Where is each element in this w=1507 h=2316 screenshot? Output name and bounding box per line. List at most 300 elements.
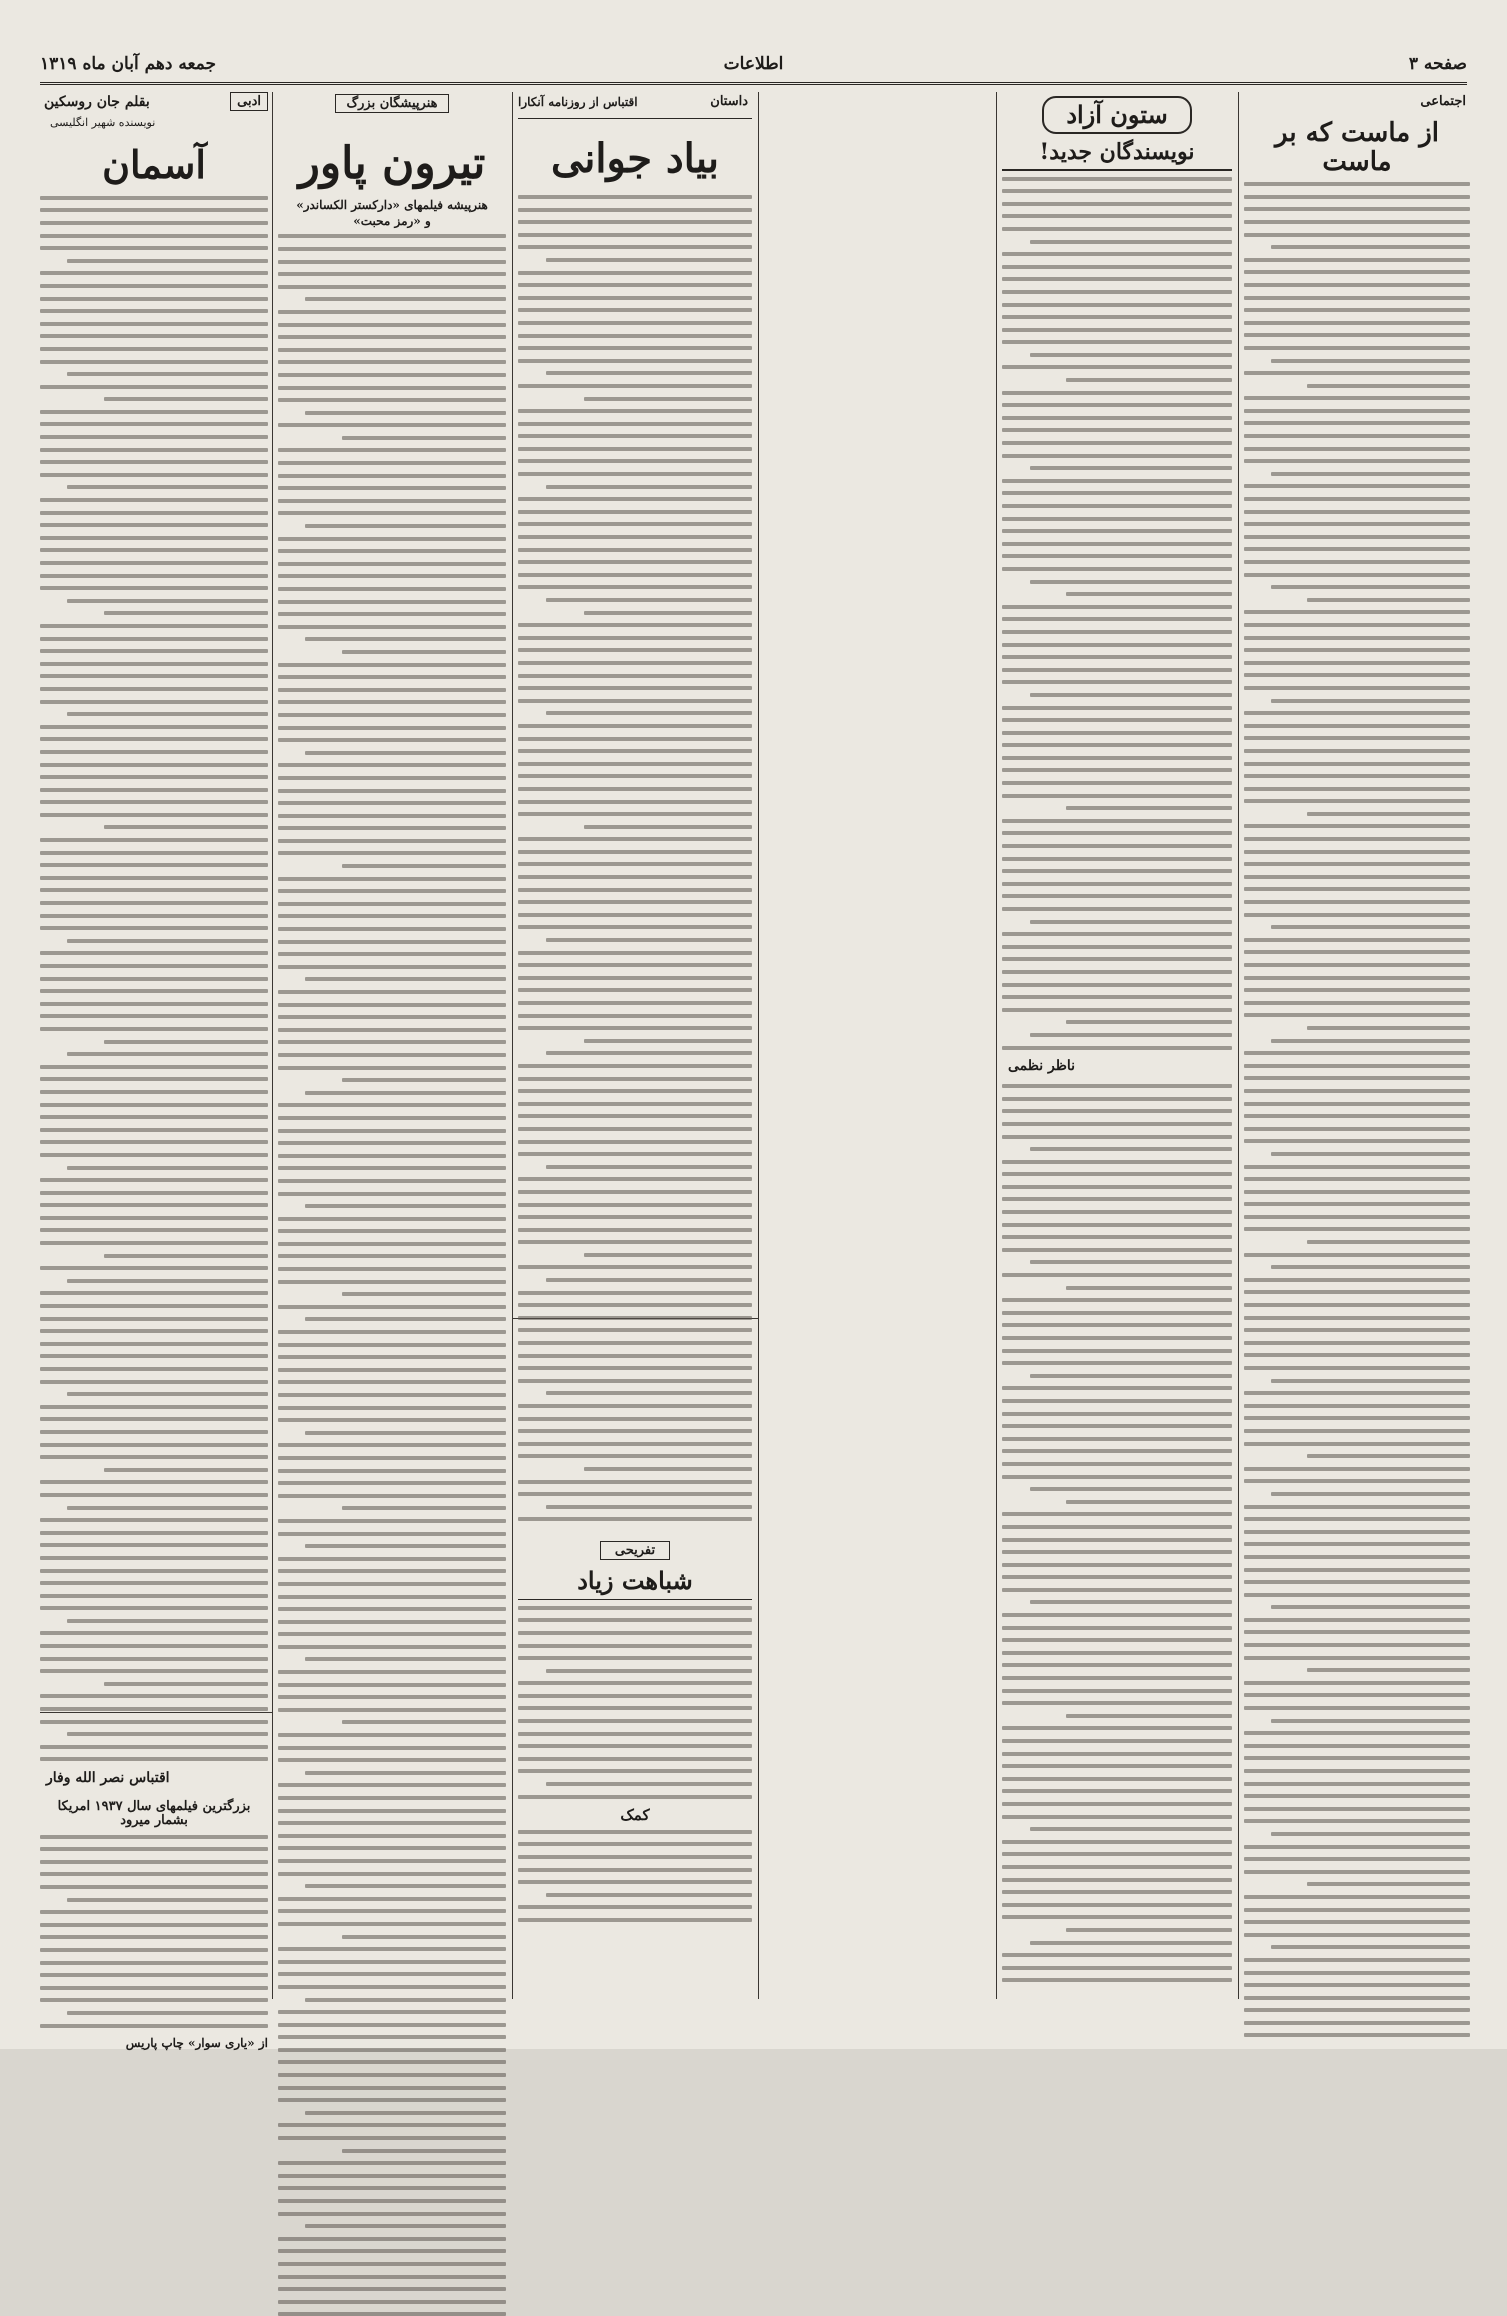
text-line — [1002, 1852, 1232, 1856]
text-line — [1244, 1744, 1470, 1748]
text-line — [1244, 1139, 1470, 1143]
text-line — [278, 1557, 506, 1561]
text-line — [518, 1644, 752, 1648]
text-line — [40, 1594, 268, 1598]
text-line — [278, 952, 506, 956]
text-line — [1244, 686, 1470, 690]
text-line — [342, 1506, 506, 1510]
article-body — [518, 1606, 752, 1799]
text-line — [1002, 365, 1232, 369]
text-line — [1271, 472, 1470, 476]
text-line — [278, 789, 506, 793]
text-line — [1002, 680, 1232, 684]
text-line — [278, 1796, 506, 1800]
text-line — [278, 1154, 506, 1158]
text-line — [518, 661, 752, 665]
text-line — [518, 699, 752, 703]
text-line — [40, 1115, 268, 1119]
text-line — [1244, 1328, 1470, 1332]
text-line — [278, 826, 506, 830]
text-line — [1002, 655, 1232, 659]
text-line — [278, 700, 506, 704]
text-line — [518, 1291, 752, 1295]
text-line — [518, 1240, 752, 1244]
text-line — [278, 2098, 506, 2102]
text-line — [1244, 1920, 1470, 1924]
text-line — [518, 409, 752, 413]
text-line — [40, 1354, 268, 1358]
text-line — [278, 360, 506, 364]
text-line — [278, 1129, 506, 1133]
article-headline: آسمان — [102, 142, 206, 187]
text-line — [1002, 756, 1232, 760]
text-line — [1002, 630, 1232, 634]
text-line — [278, 1267, 506, 1271]
text-line — [1002, 1701, 1232, 1705]
text-line — [278, 2262, 506, 2266]
text-line — [1002, 945, 1232, 949]
text-line — [67, 1279, 268, 1283]
text-line — [278, 285, 506, 289]
text-line — [1271, 699, 1470, 703]
text-line — [1244, 1102, 1470, 1106]
text-line — [518, 1429, 752, 1433]
text-line — [278, 549, 506, 553]
text-line — [1030, 1487, 1232, 1491]
text-line — [1244, 950, 1470, 954]
text-line — [40, 410, 268, 414]
text-line — [518, 1868, 752, 1872]
text-line — [278, 1985, 506, 1989]
text-line — [1244, 1983, 1470, 1987]
text-line — [1244, 522, 1470, 526]
text-line — [278, 600, 506, 604]
text-line — [1002, 1676, 1232, 1680]
text-line — [278, 1922, 506, 1926]
text-line — [40, 322, 268, 326]
text-line — [40, 523, 268, 527]
text-line — [518, 812, 752, 816]
text-line — [1244, 824, 1470, 828]
text-line — [1002, 1638, 1232, 1642]
text-line — [1271, 245, 1470, 249]
text-line — [1066, 1020, 1232, 1024]
text-line — [40, 989, 268, 993]
text-line — [1002, 857, 1232, 861]
text-line — [1244, 1819, 1470, 1823]
text-line — [1002, 1097, 1232, 1101]
text-line — [518, 1880, 752, 1884]
text-line — [1002, 1525, 1232, 1529]
text-line — [1307, 598, 1470, 602]
text-line — [40, 1367, 268, 1371]
text-line — [1271, 1719, 1470, 1723]
text-line — [1066, 1500, 1232, 1504]
text-line — [278, 2060, 506, 2064]
text-line — [1030, 466, 1232, 470]
text-line — [1244, 233, 1470, 237]
text-line — [518, 296, 752, 300]
text-line — [67, 1619, 268, 1623]
text-line — [40, 1885, 268, 1889]
text-line — [40, 1518, 268, 1522]
text-line — [40, 1014, 268, 1018]
text-line — [518, 472, 752, 476]
text-line — [278, 1028, 506, 1032]
text-line — [518, 623, 752, 627]
text-line — [278, 726, 506, 730]
text-line — [40, 561, 268, 565]
text-line — [1244, 787, 1470, 791]
text-line — [40, 951, 268, 955]
text-line — [40, 1153, 268, 1157]
text-line — [1244, 1127, 1470, 1131]
text-line — [278, 1494, 506, 1498]
article-body — [518, 1830, 752, 1922]
author-signature: ناظر نظمی — [1008, 1058, 1076, 1075]
text-line — [518, 1127, 752, 1131]
text-line — [40, 1405, 268, 1409]
column-free — [1002, 92, 1232, 1997]
text-line — [518, 1303, 752, 1307]
text-line — [1002, 617, 1232, 621]
text-line — [1002, 290, 1232, 294]
text-line — [1307, 1026, 1470, 1030]
text-line — [1002, 831, 1232, 835]
text-line — [40, 460, 268, 464]
article-body — [278, 234, 506, 2316]
text-line — [278, 2212, 506, 2216]
text-line — [40, 926, 268, 930]
text-line — [1244, 1769, 1470, 1773]
text-line — [1002, 1349, 1232, 1353]
text-line — [518, 787, 752, 791]
text-line — [278, 2023, 506, 2027]
text-line — [518, 1681, 752, 1685]
text-line — [1002, 1311, 1232, 1315]
text-line — [1002, 1878, 1232, 1882]
text-line — [1244, 1479, 1470, 1483]
text-line — [1244, 1303, 1470, 1307]
text-line — [40, 876, 268, 880]
text-line — [518, 195, 752, 199]
text-line — [278, 1103, 506, 1107]
text-line — [518, 636, 752, 640]
text-line — [278, 2136, 506, 2140]
text-line — [1244, 648, 1470, 652]
text-line — [40, 1694, 268, 1698]
text-line — [40, 1707, 268, 1711]
text-line — [1002, 542, 1232, 546]
text-line — [67, 599, 268, 603]
text-line — [278, 1015, 506, 1019]
text-line — [278, 1481, 506, 1485]
section-label: تفریحی — [600, 1541, 670, 1560]
text-line — [278, 2161, 506, 2165]
text-line — [1244, 321, 1470, 325]
text-line — [278, 1519, 506, 1523]
text-line — [518, 1719, 752, 1723]
text-line — [1002, 328, 1232, 332]
text-line — [1244, 1580, 1470, 1584]
text-line — [1307, 1668, 1470, 1672]
text-line — [1002, 1966, 1232, 1970]
text-line — [1002, 1210, 1232, 1214]
article-body — [40, 1835, 268, 2028]
text-line — [518, 1694, 752, 1698]
text-line — [1002, 441, 1232, 445]
text-line — [1244, 560, 1470, 564]
text-line — [518, 1064, 752, 1068]
text-line — [278, 2275, 506, 2279]
text-line — [40, 1606, 268, 1610]
column-story — [518, 92, 752, 1997]
text-line — [1030, 1827, 1232, 1831]
text-line — [518, 951, 752, 955]
text-line — [40, 1228, 268, 1232]
text-line — [1002, 1890, 1232, 1894]
text-line — [40, 1430, 268, 1434]
text-line — [278, 927, 506, 931]
text-line — [1002, 995, 1232, 999]
text-line — [1030, 1033, 1232, 1037]
text-line — [305, 1771, 506, 1775]
text-line — [1244, 1681, 1470, 1685]
text-line — [518, 535, 752, 539]
text-line — [278, 914, 506, 918]
newspaper-name: اطلاعات — [723, 54, 784, 74]
text-line — [67, 939, 268, 943]
text-line — [40, 1266, 268, 1270]
text-line — [305, 1317, 506, 1321]
text-line — [1307, 1240, 1470, 1244]
text-line — [1244, 547, 1470, 551]
text-line — [1244, 1845, 1470, 1849]
text-line — [1030, 1941, 1232, 1945]
text-line — [518, 749, 752, 753]
text-line — [1244, 1857, 1470, 1861]
text-line — [1002, 1978, 1232, 1982]
text-line — [518, 1618, 752, 1622]
text-line — [546, 1165, 752, 1169]
text-line — [518, 674, 752, 678]
text-line — [278, 1632, 506, 1636]
text-line — [1244, 1996, 1470, 2000]
text-line — [278, 675, 506, 679]
text-line — [1002, 403, 1232, 407]
text-line — [40, 1380, 268, 1384]
text-line — [518, 1341, 752, 1345]
text-line — [518, 774, 752, 778]
text-line — [1244, 1114, 1470, 1118]
text-line — [40, 750, 268, 754]
text-line — [40, 687, 268, 691]
text-line — [278, 1960, 506, 1964]
text-line — [278, 1872, 506, 1876]
text-line — [278, 1695, 506, 1699]
text-line — [518, 1228, 752, 1232]
column-literary — [40, 92, 268, 2051]
text-line — [278, 1229, 506, 1233]
text-line — [278, 1746, 506, 1750]
text-line — [40, 498, 268, 502]
text-line — [1002, 1689, 1232, 1693]
text-line — [40, 725, 268, 729]
text-line — [40, 297, 268, 301]
text-line — [278, 247, 506, 251]
text-line — [342, 1078, 506, 1082]
text-line — [1002, 227, 1232, 231]
text-line — [1244, 1731, 1470, 1735]
text-line — [1244, 1215, 1470, 1219]
text-line — [40, 1002, 268, 1006]
text-line — [1271, 359, 1470, 363]
issue-date: جمعه دهم آبان ماه ۱۳۱۹ — [40, 54, 217, 74]
column-divider — [1238, 92, 1239, 1999]
text-line — [1271, 1152, 1470, 1156]
text-line — [1002, 1512, 1232, 1516]
text-line — [1244, 1656, 1470, 1660]
text-line — [40, 1027, 268, 1031]
text-line — [1244, 1253, 1470, 1257]
text-line — [1271, 1832, 1470, 1836]
text-line — [518, 976, 752, 980]
text-line — [40, 284, 268, 288]
text-line — [1244, 447, 1470, 451]
text-line — [1244, 1555, 1470, 1559]
text-line — [278, 839, 506, 843]
text-line — [518, 422, 752, 426]
text-line — [1244, 396, 1470, 400]
article-body — [518, 195, 752, 1521]
text-line — [1271, 1039, 1470, 1043]
text-line — [584, 825, 752, 829]
text-line — [278, 1053, 506, 1057]
text-line — [1244, 673, 1470, 677]
text-line — [278, 2174, 506, 2178]
text-line — [1002, 1361, 1232, 1365]
text-line — [1244, 484, 1470, 488]
text-line — [518, 1215, 752, 1219]
text-line — [40, 838, 268, 842]
text-line — [40, 196, 268, 200]
text-line — [518, 1328, 752, 1332]
text-line — [40, 1631, 268, 1635]
text-line — [278, 1406, 506, 1410]
text-line — [40, 385, 268, 389]
text-line — [40, 863, 268, 867]
text-line — [278, 1909, 506, 1913]
text-line — [1244, 938, 1470, 942]
text-line — [40, 637, 268, 641]
text-line — [40, 763, 268, 767]
text-line — [584, 1253, 752, 1257]
text-line — [1002, 214, 1232, 218]
text-line — [1002, 768, 1232, 772]
text-line — [278, 2123, 506, 2127]
text-line — [1066, 1286, 1232, 1290]
text-line — [546, 1051, 752, 1055]
text-line — [40, 800, 268, 804]
text-line — [1244, 1568, 1470, 1572]
text-line — [278, 511, 506, 515]
text-line — [518, 573, 752, 577]
text-line — [1244, 573, 1470, 577]
text-line — [1244, 963, 1470, 967]
translator-signature: اقتباس نصر الله وفار — [46, 1770, 170, 1787]
text-line — [1002, 1160, 1232, 1164]
text-line — [1002, 479, 1232, 483]
article-headline: نویسندگان جدید! — [1002, 140, 1232, 170]
text-line — [1244, 1958, 1470, 1962]
text-line — [1002, 882, 1232, 886]
text-line — [40, 2024, 268, 2028]
text-line — [40, 1417, 268, 1421]
text-line — [104, 825, 268, 829]
text-line — [40, 1203, 268, 1207]
text-line — [40, 548, 268, 552]
text-line — [104, 397, 268, 401]
text-line — [546, 938, 752, 942]
text-line — [546, 1505, 752, 1509]
text-line — [305, 1544, 506, 1548]
text-line — [278, 889, 506, 893]
text-line — [1244, 1530, 1470, 1534]
text-line — [278, 2035, 506, 2039]
text-line — [1002, 1840, 1232, 1844]
text-line — [1244, 900, 1470, 904]
text-line — [40, 208, 268, 212]
text-line — [1244, 296, 1470, 300]
text-line — [1002, 1197, 1232, 1201]
text-line — [546, 598, 752, 602]
text-line — [584, 1467, 752, 1471]
text-line — [518, 585, 752, 589]
text-line — [40, 1556, 268, 1560]
text-line — [546, 1669, 752, 1673]
text-line — [1002, 781, 1232, 785]
text-line — [278, 486, 506, 490]
text-line — [1002, 718, 1232, 722]
text-line — [518, 1379, 752, 1383]
text-line — [1030, 1260, 1232, 1264]
text-line — [1244, 1542, 1470, 1546]
text-line — [1002, 907, 1232, 911]
text-line — [518, 900, 752, 904]
text-line — [518, 1366, 752, 1370]
text-line — [1244, 195, 1470, 199]
text-line — [278, 940, 506, 944]
text-line — [1002, 1815, 1232, 1819]
text-line — [40, 1720, 268, 1724]
text-line — [518, 447, 752, 451]
text-line — [40, 649, 268, 653]
text-line — [40, 360, 268, 364]
text-line — [518, 925, 752, 929]
text-line — [1002, 416, 1232, 420]
text-line — [1244, 862, 1470, 866]
text-line — [1244, 497, 1470, 501]
text-line — [278, 1179, 506, 1183]
text-line — [278, 965, 506, 969]
text-line — [40, 422, 268, 426]
text-line — [1244, 421, 1470, 425]
text-line — [518, 875, 752, 879]
text-line — [1244, 2008, 1470, 2012]
text-line — [40, 1948, 268, 1952]
text-line — [1244, 1404, 1470, 1408]
text-line — [518, 837, 752, 841]
